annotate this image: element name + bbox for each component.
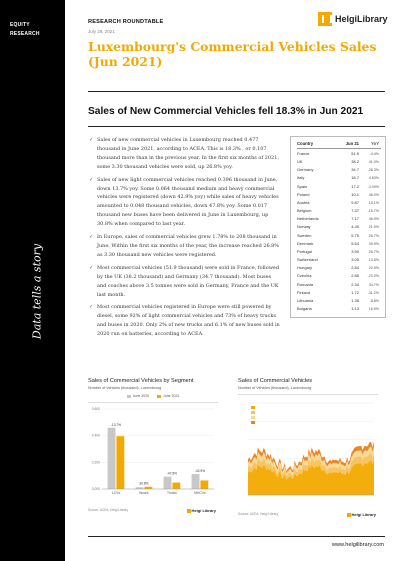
chart-source: Source: ACEA, Helgi Library [238,512,279,516]
col-country: Country [297,141,314,146]
y-tick-label: 0.200 [91,460,100,465]
cell-country: Austria [297,199,310,205]
helgi-logo[interactable] [318,12,388,26]
legend-item [127,394,149,398]
cell-country: Norway [297,224,311,230]
table-row [297,256,381,264]
country-table [290,136,386,318]
table-row [297,191,381,199]
y-tick-label: 0.400 [91,433,100,438]
cell-value: 1.36 [351,297,359,303]
bar [116,436,124,489]
chart-logo: Helgi Library [187,508,216,513]
trend-chart-title: Sales of Commercial Vehicles [238,378,312,384]
legend-swatch [251,416,255,419]
data-label: -13.7% [110,422,121,427]
page-subtitle: Sales of New Commercial Vehicles fell 18.3% in Jun 2021 [88,106,364,117]
page-title: Luxembourg's Commercial Vehicles Sales (Jun 2021) [88,39,377,69]
sidebar-label-research: RESEARCH [10,31,40,37]
bullet-item: ✓ Sales of new light commercial vehicles reached 0.396 thousand in June, down 13.7% yoy. Some 0.064 thousand medium and heavy commercial vehicles were registered (down 42.9% yoy) while sales of heavy vehicles amounted to 0.048 thousand vehicles, down 47.8% yoy. Some 0.017 thousand new buses have been delivered in June in Luxembourg, up 30.8% when compared to last year. [90,176,280,229]
cell-value: 3.90 [351,248,359,254]
data-label: 30.8% [139,481,149,486]
x-tick-label: LCVs [111,491,120,495]
cell-country: Denmark [297,240,314,246]
cell-yoy: 41.0% [368,160,379,165]
y-tick-label: 0.600 [91,407,100,411]
data-label: -42.9% [194,469,205,474]
cell-value: 4.45 [351,224,359,230]
cell-country: Portugal [297,248,312,254]
cell-yoy: 39.9% [368,241,379,246]
legend-swatch [251,406,255,409]
cell-yoy: 26.7% [368,233,379,238]
table-row [297,215,381,223]
cell-country: Bulgaria [297,305,312,311]
cell-value: 1.13 [351,305,359,311]
bullet-item: ✓ Most commercial vehicles (51.9 thousand) were sold in France, followed by the UK (38.2 thousand) and Germany (34.7 thousand). Most buses and coaches above 3.5 tonnes were sold in Germany, France and the UK last month. [90,264,280,300]
cell-country: Belgium [297,208,312,214]
bullet-list [90,136,280,343]
cell-country: Spain [297,183,308,189]
table-row [297,289,381,297]
bar [108,428,116,489]
cell-country: Finland [297,289,311,295]
table-row [297,174,381,182]
bar [136,487,144,489]
x-tick-label: Buses [139,491,149,495]
legend-item [157,394,179,398]
cell-yoy: 34.7% [368,282,379,287]
cell-country: Poland [297,191,310,197]
table-row [297,272,381,280]
segment-bar-chart [88,403,218,503]
title-divider [88,91,385,92]
cell-yoy: 20.9% [368,266,379,271]
cell-country: Hungary [297,265,313,271]
legend-swatch [251,411,255,414]
cell-yoy: 15.1% [368,200,379,205]
trend-area-chart [238,395,378,507]
y-tick-label: 0.000 [91,487,100,491]
cell-yoy: -23.0% [367,274,379,279]
cell-yoy: -31.2% [367,290,379,295]
report-date: July 28, 2021 [88,29,115,34]
cell-country: France [297,151,310,156]
sidebar-tagline: Data tells a story [30,243,44,340]
cell-value: 51.9 [351,151,359,156]
cell-value: 7.17 [351,216,359,222]
cell-value: 2.85 [351,273,359,279]
table-row [297,240,381,248]
cell-yoy: 26.7% [368,249,379,254]
table-row [297,166,381,174]
cell-yoy: 118% [370,298,379,303]
bar [172,483,180,489]
table-row [297,199,381,207]
cell-value: 34.7 [351,167,359,173]
cell-yoy: -15.7% [367,209,379,214]
col-yoy: YoY [371,141,379,146]
trend-chart-subtitle: Number of Vehicles (thousand), Luxembourg [238,386,312,390]
cell-yoy: 16.9% [368,306,379,311]
cell-yoy: 21.9% [368,225,379,230]
cell-value: 5.75 [351,232,359,238]
cell-country: Switzerland [297,257,318,263]
cell-country: UK [297,159,303,165]
data-label: -47.8% [166,471,177,476]
report-kicker: RESEARCH ROUNDTABLE [88,19,164,25]
sidebar [0,0,65,561]
table-row [297,305,381,313]
table-row [297,150,381,158]
bar [192,474,200,489]
segment-chart-title: Sales of Commercial Vehicles by Segment [88,378,194,384]
cell-yoy: 46.9% [368,217,379,222]
cell-yoy: -26.3% [367,168,379,173]
cell-country: Italy [297,175,305,181]
legend-swatch [251,421,255,424]
cell-country: Czechia [297,273,312,279]
legend-label: June 2021 [163,394,180,398]
cell-yoy: -3.09% [367,184,379,189]
trend-chart [238,378,378,517]
segment-chart-legend [88,394,218,398]
cell-value: 5.64 [351,240,359,246]
helgi-logo-text: HelgiLibrary [335,14,388,24]
cell-value: 9.87 [351,199,359,205]
cell-country: Romania [297,281,314,287]
cell-yoy: 13.5% [368,258,379,263]
cell-country: Germany [297,167,314,173]
cell-country: Sweden [297,232,312,238]
col-jun21: Jun 21 [345,141,359,146]
sidebar-label-equity: EQUITY [10,22,30,28]
table-row [297,264,381,272]
chart-logo: Helgi Library [347,512,376,517]
subtitle-divider [88,126,385,127]
footer-url[interactable]: www.helgilibrary.com [331,542,384,548]
bullet-item: ✓ Sales of new commercial vehicles in Luxembourg reached 0.477 thousand in June 2021, according to ACEA. This is 18.3% , or 0.107 thousand more than in the previous year. In the first six months of 2021, some 3.30 thousand vehicles were sold, up 26.8% yoy. [90,136,280,172]
segment-chart [88,378,218,513]
x-tick-label: Trucks [167,491,177,495]
cell-yoy: 46.0% [368,192,379,197]
cell-value: 10.1 [351,191,359,197]
bullet-item: ✓ In Europe, sales of commercial vehicles grew 1.78% to 208 thousand in June. Within the first six months of the year, the increase reached 26.8% as 3.30 thousand new vehicles were registered. [90,233,280,260]
cell-country: Netherlands [297,216,319,222]
cell-value: 38.2 [351,159,359,165]
bar [200,480,208,489]
table-row [297,248,381,256]
segment-chart-subtitle: Number of Vehicles (thousand), Luxembourg [88,386,162,390]
table-row [297,281,381,289]
cell-country: Lithuania [297,297,314,303]
table-row [297,223,381,231]
cell-value: 18.7 [351,175,359,181]
table-row [297,158,381,166]
table-row [297,297,381,305]
table-row [297,207,381,215]
legend-label: June 2020 [132,394,149,398]
table-row [297,232,381,240]
table-row [297,183,381,191]
bar [144,487,152,489]
bullet-item: ✓ Most commercial vehicles registered in Europe were still powered by diesel, some 92% of light commercial vehicles and 73% of heavy trucks and buses in 2020. Only 2% of new trucks and 6.1% of new buses sold in 2020 run on batteries, according to ACEA. [90,303,280,339]
cell-yoy: 4.63% [368,176,379,181]
cell-value: 17.2 [351,183,359,189]
cell-yoy: -4.4% [369,152,379,156]
chart-source: Source: ACEA, Helgi Library [88,508,129,512]
cell-value: 2.34 [351,281,359,287]
x-tick-label: MHCVs [194,491,206,495]
table-body [297,150,381,313]
cell-value: 2.84 [351,265,359,271]
table-header [297,141,381,149]
cell-value: 1.72 [351,289,359,295]
bar [164,477,172,489]
cell-value: 3.05 [351,257,359,263]
helgi-logo-icon [318,12,332,26]
footer-divider [88,536,385,537]
cell-value: 7.37 [351,208,359,214]
